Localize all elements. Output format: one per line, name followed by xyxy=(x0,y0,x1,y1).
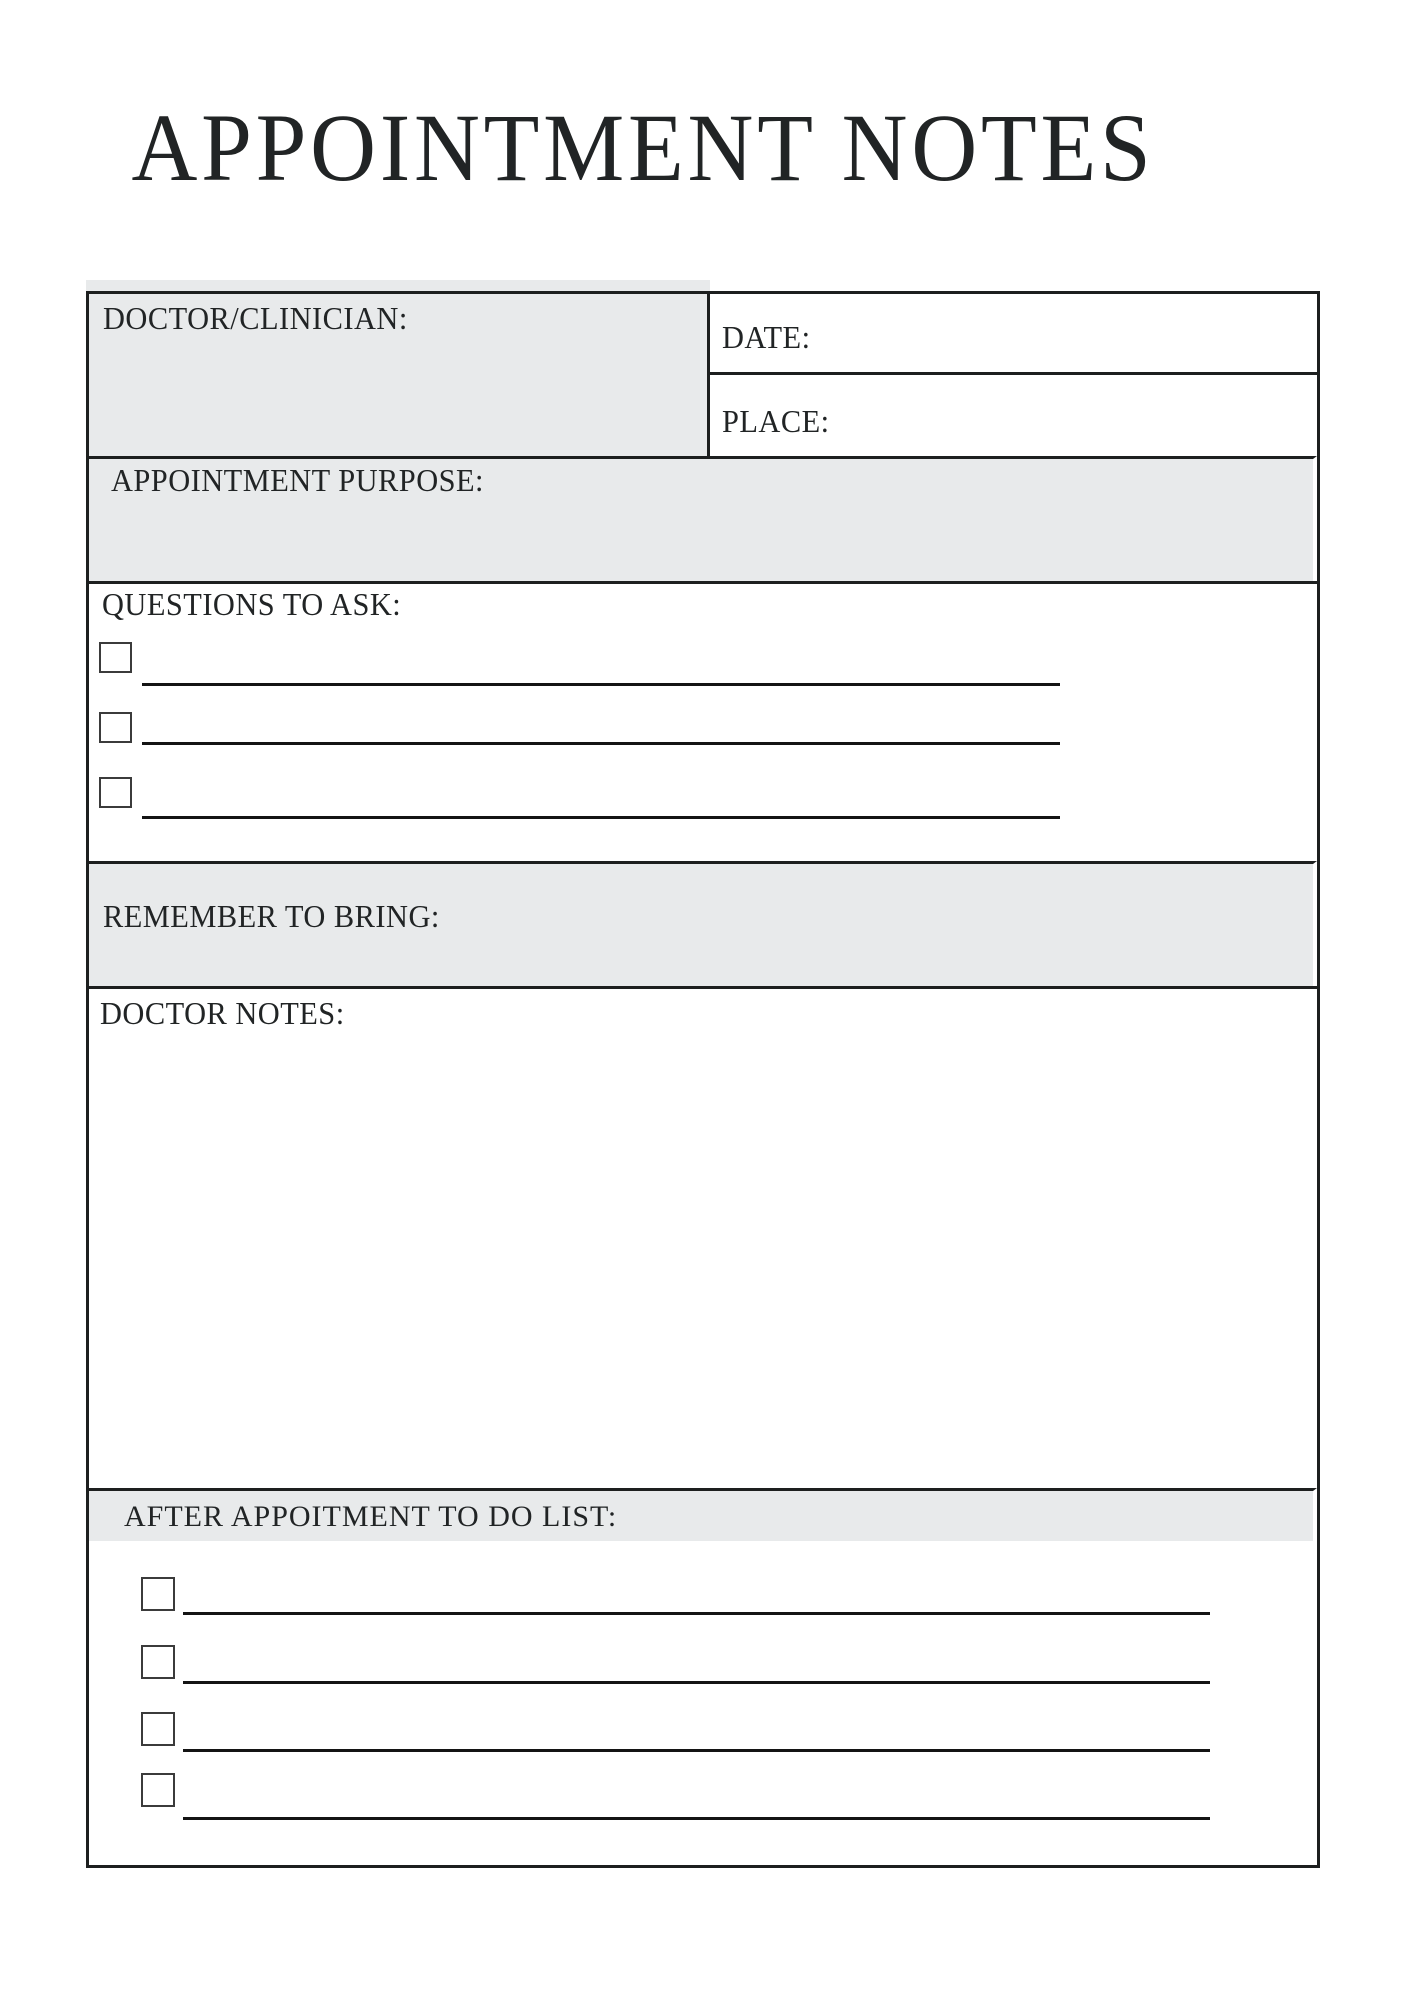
appointment-form xyxy=(86,291,1320,1868)
questions-section xyxy=(89,581,1317,861)
question-checkbox[interactable] xyxy=(99,777,132,808)
question-checkbox[interactable] xyxy=(99,642,132,673)
page-title: APPOINTMENT NOTES xyxy=(131,94,1155,201)
todo-header xyxy=(89,1488,1317,1541)
todo-checkbox[interactable] xyxy=(141,1773,175,1807)
todo-line[interactable] xyxy=(183,1681,1210,1684)
header-cell-overhang xyxy=(86,280,710,291)
doctor-clinician-field[interactable] xyxy=(89,294,710,456)
date-place-column xyxy=(710,294,1317,456)
date-field[interactable] xyxy=(710,294,1317,375)
header-row xyxy=(89,294,1317,456)
question-line[interactable] xyxy=(142,683,1060,686)
todo-checkbox[interactable] xyxy=(141,1577,175,1611)
question-checkbox[interactable] xyxy=(99,712,132,743)
place-field[interactable] xyxy=(710,375,1317,456)
doctor-notes-field[interactable] xyxy=(89,986,1317,1488)
remember-to-bring-field[interactable] xyxy=(89,861,1317,986)
question-line[interactable] xyxy=(142,742,1060,745)
place-label: PLACE: xyxy=(722,403,830,440)
todo-line[interactable] xyxy=(183,1749,1210,1752)
todo-header-label: AFTER APPOITMENT TO DO LIST: xyxy=(124,1499,618,1533)
question-line[interactable] xyxy=(142,816,1060,819)
date-label: DATE: xyxy=(722,318,811,355)
doctor-notes-label: DOCTOR NOTES: xyxy=(100,995,345,1031)
todo-line[interactable] xyxy=(183,1612,1210,1615)
appointment-purpose-label: APPOINTMENT PURPOSE: xyxy=(111,462,484,498)
todo-checkbox[interactable] xyxy=(141,1712,175,1746)
todo-line[interactable] xyxy=(183,1817,1210,1820)
doctor-clinician-label: DOCTOR/CLINICIAN: xyxy=(103,300,408,336)
questions-label: QUESTIONS TO ASK: xyxy=(102,586,402,622)
appointment-purpose-field[interactable] xyxy=(89,456,1317,581)
todo-checkbox[interactable] xyxy=(141,1645,175,1679)
remember-to-bring-label: REMEMBER TO BRING: xyxy=(103,898,440,934)
